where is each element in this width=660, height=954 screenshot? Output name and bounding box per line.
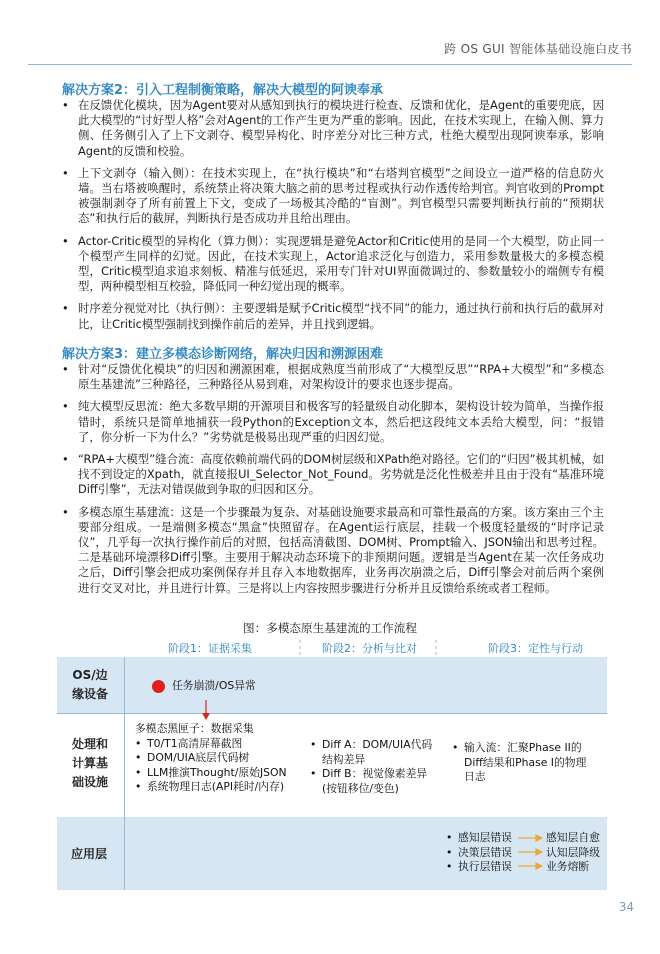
list-item: • 感知层错误 [446, 831, 526, 846]
blackbox-title: 多模态黑匣子：数据采集 [135, 722, 254, 735]
os-event-label: 任务崩溃/OS异常 [172, 679, 256, 692]
action-item: 感知层自愈 [546, 831, 600, 844]
section2-title: 解决方案2：引入工程制衡策略，解决大模型的阿谀奉承 [62, 83, 384, 98]
list-item: • 决策层错误 [446, 846, 526, 861]
actions [546, 831, 610, 875]
list-item: • 上下文剥夺（输入侧）：在技术实现上，在“执行模块”和“右塔判官模型”之间设立一道严格的信息防火墙。当右塔被唤醒时，系统禁止将决策大脑之前的思考过程或执行动作透传给判官。判官收到的Prompt被强制剥夺了所有前置上下文，变成了一场极其冷酷的“盲测”。判官模型只需要判断执行前的“预期状态”和执行后的截屏，判断执行是否成功并且给出理由。 [62, 166, 604, 227]
stage-1-label: 阶段1：证据采集 [168, 642, 252, 655]
list-item: • 针对“反馈优化模块”的归因和溯源困难，根据成熟度当前形成了“大模型反思”“RPA+大模型”和“多模态原生基建流”三种路径，三种路径从易到难，对架构设计的要求也逐步提高。 [62, 362, 604, 392]
proc-row-label: 处理和计算基础设施 [71, 737, 108, 789]
page-number: 34 [618, 900, 634, 914]
stage-3-label: 阶段3：定性与行动 [488, 642, 583, 655]
app-row-label: 应用层 [70, 847, 107, 861]
list-item: • 多模态原生基建流：这是一个步骤最为复杂、对基础设施要求最高和可靠性最高的方案。该方案由三个主要部分组成。一是端侧多模态“黑盒”快照留存。在Agent运行底层，挂载一个极度轻量级的“时序记录仪”，几乎每一次执行操作前后的对照，包括高清截图、DOM树、Prompt输入、JSON输出和思考过程。二是基础环境漂移Diff引擎。主要用于解决动态环境下的非预期问题。逻辑是当Agent在某一次任务成功之后，Diff引擎会把成功案例保存并且存入本地数据库，业务再次崩溃之后，Diff引擎会对前后两个案例进行交叉对比，并且进行计算。三是将以上内容按照步骤进行分析并且反馈给系统或者工程师。 [62, 505, 604, 596]
list-item: • 纯大模型反思流：绝大多数早期的开源项目和极客写的轻量级自动化脚本，架构设计较为简单，当操作报错时，系统只是简单地捕获一段Python的Exception文本，然后把这段纯文本丢给大模型，问：“报错了，你分析一下为什么？”劣势就是极易出现严重的归因幻觉。 [62, 399, 604, 445]
os-row-label: OS/边缘设备 [71, 668, 108, 701]
list-item: • 在反馈优化模块，因为Agent要对从感知到执行的模块进行检查、反馈和优化，是Agent的重要兜底，因此大模型的“讨好型人格”会对Agent的工作产生更为严重的影响。因此，在技术实现上，在输入侧、算力侧、任务侧引入了上下文剥夺、模型异构化、时序差分对比三种方式，杜绝大模型出现阿谀奉承，影响Agent的反馈和校验。 [62, 98, 604, 159]
list-item: • “RPA+大模型”缝合流：高度依赖前端代码的DOM树层级和XPath绝对路径。它们的“归因”极其机械，如找不到设定的Xpath，就直接报UI_Selector_Not_Found。劣势就是泛化性极差并且由于没有“基准环境Diff引擎”，无法对错误做到争取的归因和区分。 [62, 452, 604, 498]
list-item: • 时序差分视觉对比（执行侧）：主要逻辑是赋予Critic模型“找不同”的能力，通过执行前和执行后的截屏对比，让Critic模型强制找到操作前后的差异，并且找到逻辑。 [62, 301, 604, 331]
list-item: • 输入流：汇聚Phase II的Diff结果和Phase I的物理日志 [452, 741, 592, 785]
list-item: • T0/T1高清屏幕截图 [135, 737, 305, 752]
list-item: • 执行层错误 [446, 860, 526, 875]
list-item: • Diff A：DOM/UIA代码结构差异 [310, 738, 435, 767]
list-item: • Diff B：视觉像素差异(按钮移位/变色) [310, 767, 435, 796]
section3-title: 解决方案3：建立多模态诊断网络，解决归因和溯源困难 [62, 347, 384, 362]
list-item: • DOM/UIA底层代码树 [135, 751, 305, 766]
action-item: 认知层降级 [546, 845, 600, 859]
list-item: • 系统物理日志(API耗时/内存) [135, 780, 305, 795]
document-header: 跨 OS GUI 智能体基础设施白皮书 [444, 42, 632, 56]
figure-caption: 图：多模态原生基建流的工作流程 [243, 621, 417, 635]
list-item: • LLM推演Thought/原始JSON [135, 766, 305, 781]
action-item: 业务熔断 [546, 860, 590, 873]
stage-2-label: 阶段2：分析与比对 [322, 642, 417, 655]
list-item: • Actor-Critic模型的异构化（算力侧）：实现逻辑是避免Actor和Critic使用的是同一个大模型，防止同一个模型产生同样的幻觉。因此，在技术实现上，Actor追求泛化与创造力，采用参数量极大的多模态模型，Critic模型追求追求刻板、精准与低延迟，采用专门针对UI界面微调过的、参数量较小的端侧专有模型，两种模型相互校验，降低同一种幻觉出现的概率。 [62, 234, 604, 295]
